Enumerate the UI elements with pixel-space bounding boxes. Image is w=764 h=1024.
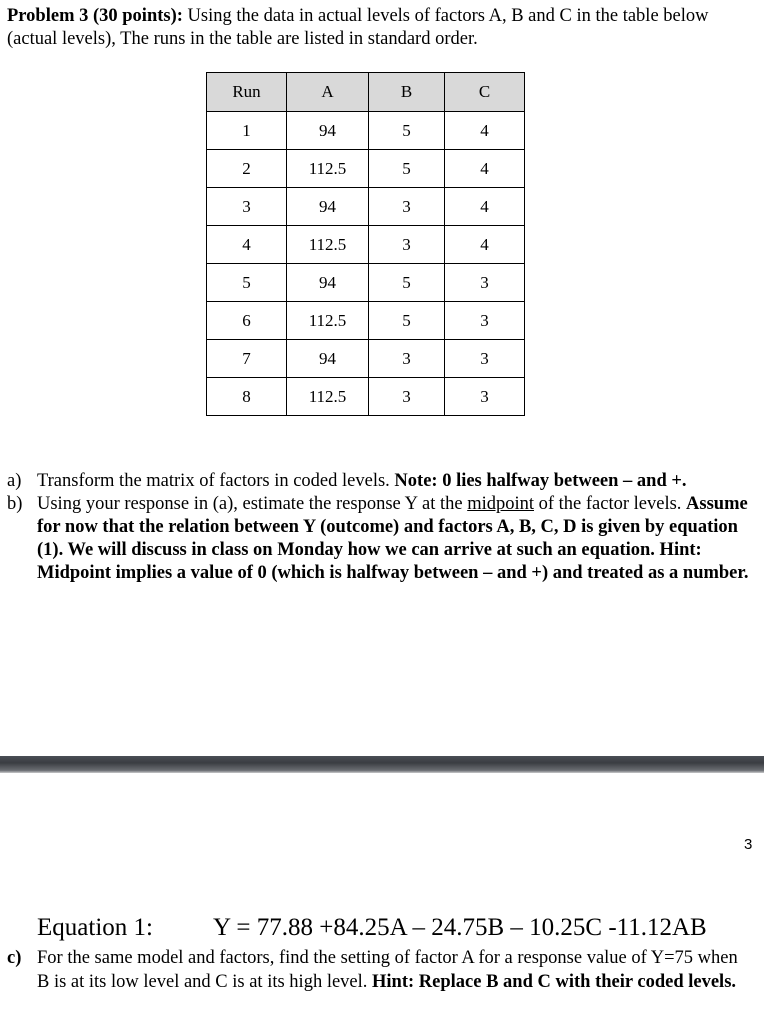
- equation-1: [37, 913, 757, 943]
- question-c-bold: Hint: Replace B and C with their coded levels.: [372, 971, 737, 992]
- cell-a: 94: [287, 188, 369, 226]
- question-b-bold: Assume for now that the relation between Y (outcome) and factors A, B, C, D is given by equation (1). We will discuss in class on Monday how we can arrive at such an equation. Hint: Midpoint implies a value of 0 (which is halfway between – and +) and treated as a number.: [37, 494, 749, 583]
- cell-run: 5: [207, 264, 287, 302]
- problem-intro: [7, 5, 747, 51]
- question-a-label: a): [7, 471, 22, 491]
- cell-a: 94: [287, 340, 369, 378]
- question-c: [7, 947, 752, 994]
- question-a: [7, 470, 752, 493]
- cell-run: 6: [207, 302, 287, 340]
- cell-run: 1: [207, 112, 287, 150]
- cell-c: 4: [445, 188, 525, 226]
- header-a: A: [287, 73, 369, 112]
- cell-run: 7: [207, 340, 287, 378]
- question-b-label: b): [7, 494, 23, 514]
- cell-a: 94: [287, 264, 369, 302]
- cell-c: 3: [445, 340, 525, 378]
- header-c: C: [445, 73, 525, 112]
- cell-c: 3: [445, 264, 525, 302]
- page-number: 3: [744, 836, 753, 853]
- cell-a: 94: [287, 112, 369, 150]
- cell-b: 5: [369, 150, 445, 188]
- cell-b: 3: [369, 188, 445, 226]
- table-row: [207, 150, 525, 188]
- question-b: [7, 493, 752, 585]
- cell-a: 112.5: [287, 150, 369, 188]
- table-row: [207, 378, 525, 416]
- question-a-text: Transform the matrix of factors in coded levels.: [37, 471, 395, 491]
- question-c-text: For the same model and factors, find the setting of factor A for a response value of Y=75 when B is at its low level and C is at its high level.: [37, 948, 738, 992]
- cell-run: 2: [207, 150, 287, 188]
- question-c-label: c): [7, 948, 22, 968]
- table-row: [207, 340, 525, 378]
- cell-a: 112.5: [287, 378, 369, 416]
- cell-b: 3: [369, 378, 445, 416]
- equation-label: Equation 1:: [37, 914, 153, 941]
- cell-a: 112.5: [287, 302, 369, 340]
- question-c-block: [7, 947, 752, 994]
- page-divider: [0, 756, 764, 773]
- cell-c: 3: [445, 378, 525, 416]
- table-row: [207, 302, 525, 340]
- question-b-text-2: of the factor levels.: [534, 494, 687, 514]
- table-row: [207, 112, 525, 150]
- cell-b: 5: [369, 112, 445, 150]
- cell-b: 3: [369, 226, 445, 264]
- problem-intro-text: Using the data in actual levels of factors A, B and C in the table below (actual levels), The runs in the table are listed in standard order.: [7, 6, 709, 49]
- cell-c: 4: [445, 226, 525, 264]
- cell-a: 112.5: [287, 226, 369, 264]
- question-b-text-1: Using your response in (a), estimate the response Y at the: [37, 494, 468, 514]
- cell-run: 4: [207, 226, 287, 264]
- table-row: [207, 264, 525, 302]
- cell-run: 3: [207, 188, 287, 226]
- problem-heading: Problem 3 (30 points):: [7, 6, 183, 26]
- question-b-underlined: midpoint: [467, 494, 534, 514]
- table-row: [207, 226, 525, 264]
- cell-b: 5: [369, 302, 445, 340]
- header-b: B: [369, 73, 445, 112]
- cell-c: 3: [445, 302, 525, 340]
- cell-b: 3: [369, 340, 445, 378]
- cell-c: 4: [445, 112, 525, 150]
- cell-run: 8: [207, 378, 287, 416]
- factor-levels-table: [206, 72, 525, 416]
- header-run: Run: [207, 73, 287, 112]
- question-a-note: Note: 0 lies halfway between – and +.: [394, 471, 687, 491]
- table-header-row: [207, 73, 525, 112]
- table-row: [207, 188, 525, 226]
- cell-b: 5: [369, 264, 445, 302]
- questions-ab: [7, 470, 752, 585]
- equation-formula: Y = 77.88 +84.25A – 24.75B – 10.25C -11.12AB: [213, 914, 707, 941]
- cell-c: 4: [445, 150, 525, 188]
